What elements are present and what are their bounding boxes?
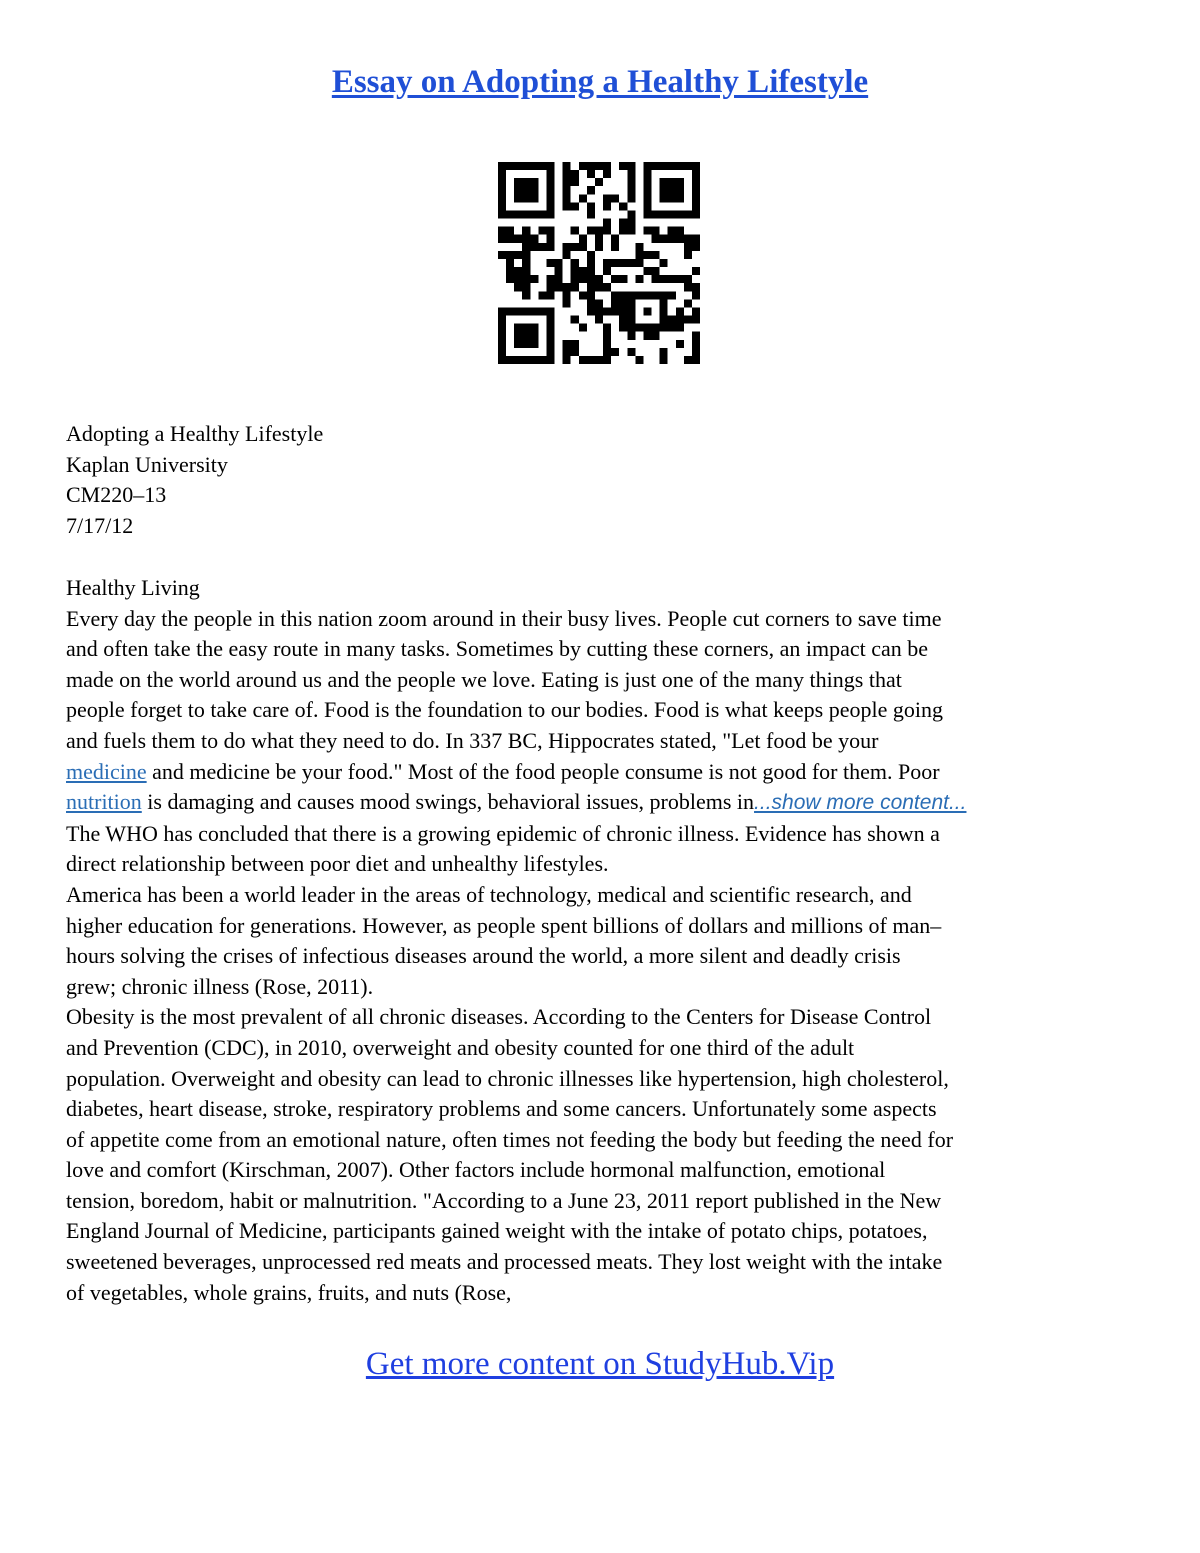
text-line: direct relationship between poor diet and unhealthy lifestyles. bbox=[66, 851, 609, 877]
text-line: population. Overweight and obesity can lead to chronic illnesses like hypertension, high cholesterol, bbox=[66, 1065, 949, 1091]
medicine-link[interactable]: medicine bbox=[66, 758, 147, 784]
text-line: hours solving the crises of infectious diseases around the world, a more silent and deadly crisis bbox=[66, 943, 901, 969]
nutrition-link[interactable]: nutrition bbox=[66, 789, 142, 815]
text-line: diabetes, heart disease, stroke, respiratory problems and some cancers. Unfortunately some aspects bbox=[66, 1096, 937, 1122]
meta-university: Kaplan University bbox=[66, 451, 228, 477]
text-line: love and comfort (Kirschman, 2007). Other factors include hormonal malfunction, emotional bbox=[66, 1157, 886, 1183]
meta-course: CM220–13 bbox=[66, 482, 167, 508]
text-line: of appetite come from an emotional nature, often times not feeding the body but feeding the need for bbox=[66, 1126, 954, 1152]
text-line: Obesity is the most prevalent of all chronic diseases. According to the Centers for Disease Control bbox=[66, 1004, 932, 1030]
essay-title-link[interactable]: Essay on Adopting a Healthy Lifestyle bbox=[331, 64, 869, 100]
text-line: England Journal of Medicine, participants gained weight with the intake of potato chips, potatoes, bbox=[66, 1218, 928, 1244]
text-line: America has been a world leader in the areas of technology, medical and scientific research, and bbox=[66, 881, 912, 907]
text-line: and fuels them to do what they need to do. In 337 BC, Hippocrates stated, "Let food be your bbox=[66, 727, 879, 753]
text-line-with-link bbox=[66, 757, 1146, 788]
text-line: made on the world around us and the people we love. Eating is just one of the many things that bbox=[66, 666, 902, 692]
text-line: higher education for generations. However, as people spent billions of dollars and millions of man– bbox=[66, 912, 942, 938]
text-line: and often take the easy route in many tasks. Sometimes by cutting these corners, an impact can be bbox=[66, 636, 929, 662]
qr-code-icon bbox=[498, 162, 700, 364]
text-line: and Prevention (CDC), in 2010, overweight and obesity counted for one third of the adult bbox=[66, 1034, 855, 1060]
text-line-with-link bbox=[66, 787, 1146, 819]
studyhub-footer-link[interactable]: Get more content on StudyHub.Vip bbox=[365, 1346, 835, 1382]
text-line: tension, boredom, habit or malnutrition. "According to a June 23, 2011 report published in the New bbox=[66, 1187, 942, 1213]
show-more-content-link[interactable]: ...show more content... bbox=[754, 791, 967, 815]
text-line: of vegetables, whole grains, fruits, and nuts (Rose, bbox=[66, 1279, 512, 1305]
section-heading: Healthy Living bbox=[66, 575, 200, 600]
text-line: people forget to take care of. Food is the foundation to our bodies. Food is what keeps people going bbox=[66, 697, 943, 723]
text-line: The WHO has concluded that there is a growing epidemic of chronic illness. Evidence has shown a bbox=[66, 820, 940, 846]
text-segment: is damaging and causes mood swings, behavioral issues, problems in bbox=[141, 789, 755, 815]
essay-meta bbox=[66, 419, 323, 541]
text-line: Every day the people in this nation zoom around in their busy lives. People cut corners to save time bbox=[66, 605, 942, 631]
meta-title: Adopting a Healthy Lifestyle bbox=[66, 421, 324, 446]
text-line: sweetened beverages, unprocessed red meats and processed meats. They lost weight with the intake bbox=[66, 1249, 943, 1275]
essay-body bbox=[66, 573, 1146, 1308]
meta-date: 7/17/12 bbox=[66, 512, 134, 538]
text-segment: and medicine be your food." Most of the food people consume is not good for them. Poor bbox=[146, 758, 940, 784]
text-line: grew; chronic illness (Rose, 2011). bbox=[66, 973, 374, 999]
